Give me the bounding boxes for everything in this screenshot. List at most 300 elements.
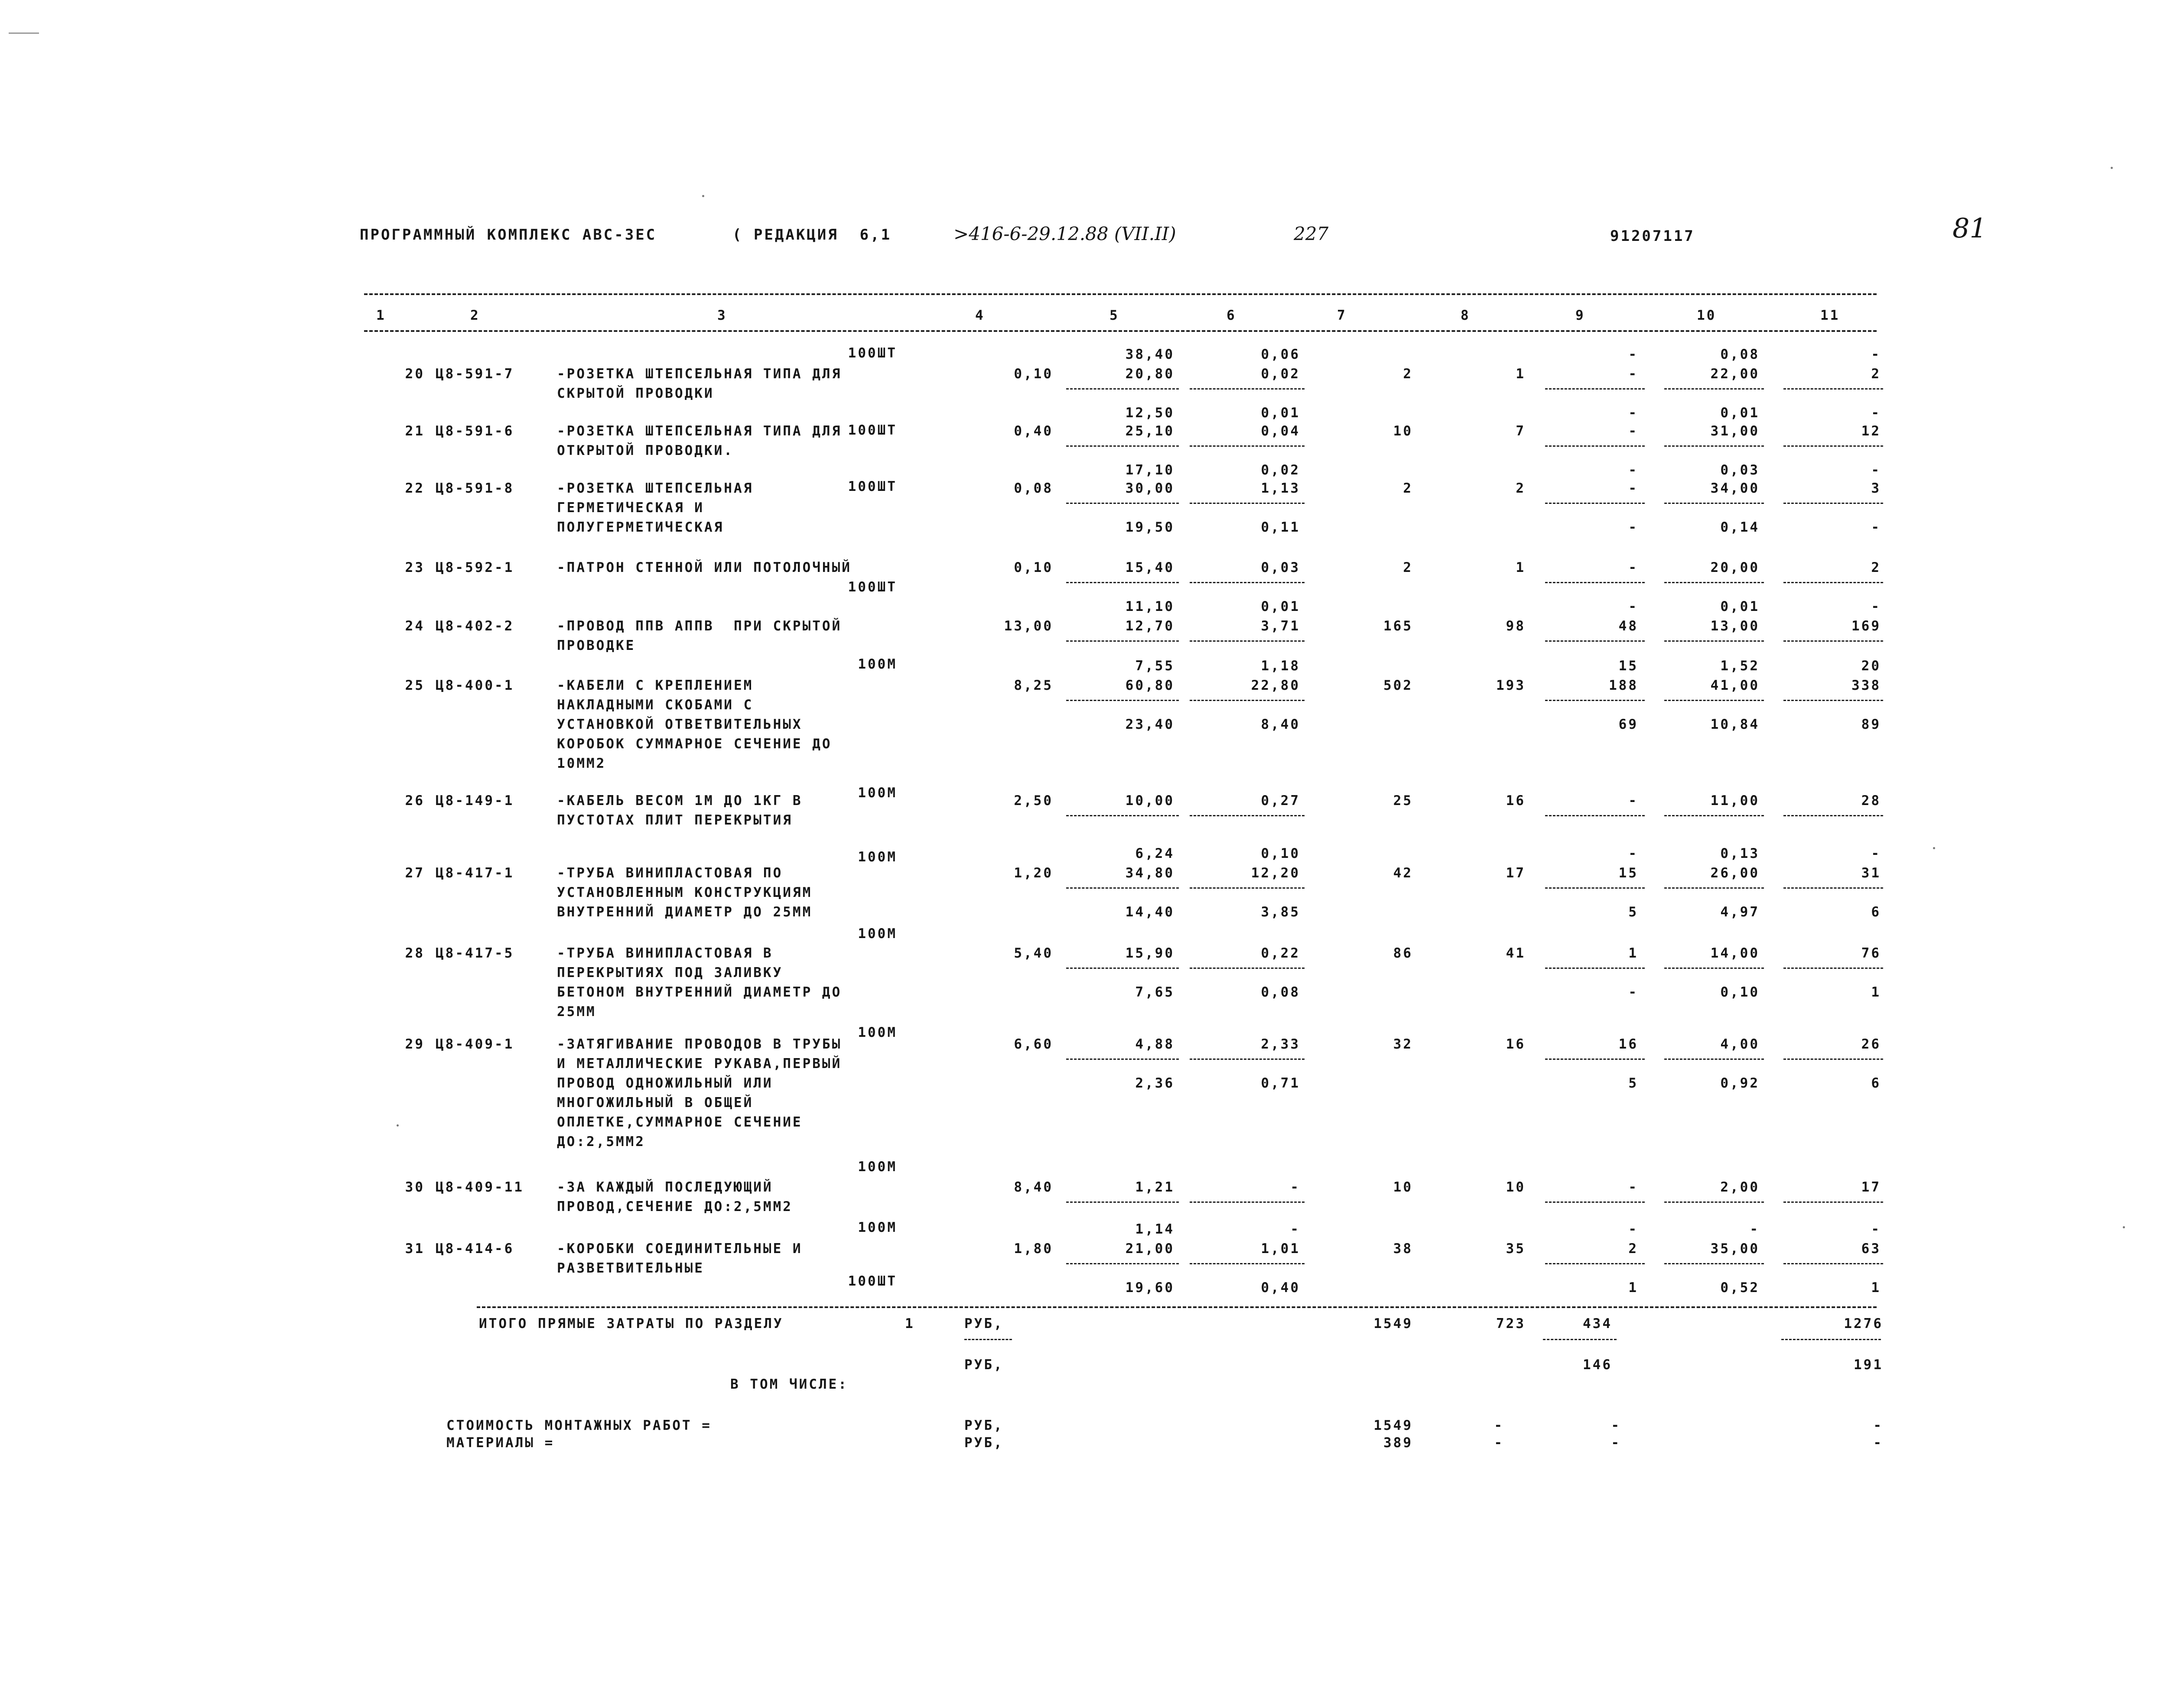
value-bottom-c9: 5 [1628,1075,1638,1091]
value-c8: 7 [1516,423,1526,439]
value-c11: 31 [1861,865,1881,881]
value-bottom-c11: 89 [1861,717,1881,732]
value-c9: - [1628,423,1638,439]
work-description: -ТРУБА ВИНИПЛАСТОВАЯ ПО [557,865,783,881]
column-header-9: 9 [1575,308,1585,323]
cell-rule-c6 [1190,968,1305,969]
value-bottom-c9: - [1628,462,1638,478]
value-top-c6: 1,18 [1261,658,1300,674]
value-bottom-c11: 1 [1871,984,1881,1000]
norm-code: Ц8-414-6 [436,1241,514,1257]
value-bottom-c10: 0,01 [1720,405,1760,421]
value-top-c11: - [1871,1221,1881,1237]
value-top-c6: 0,06 [1261,347,1300,362]
cell-rule-c6 [1190,1201,1305,1203]
value-top-c6: 0,10 [1261,846,1300,861]
cell-rule-c10 [1664,815,1764,816]
row-number: 28 [405,945,425,961]
cell-rule-c9 [1545,445,1645,447]
value-top-c11: - [1871,599,1881,614]
value-c8: 10 [1506,1179,1526,1195]
cell-rule-c6 [1190,503,1305,504]
value-c7: 38 [1393,1241,1413,1257]
cell-rule-c5 [1066,815,1179,816]
unit-label: 100ШТ [848,579,897,595]
installation-cost-label: СТОИМОСТЬ МОНТАЖНЫХ РАБОТ = [446,1418,712,1433]
cell-rule-c11 [1783,815,1883,816]
cell-rule-c5 [1066,700,1179,701]
row-number: 20 [405,366,425,382]
value-bottom-c11: 6 [1871,1075,1881,1091]
installation-cost-col8: - [1494,1418,1504,1433]
value-c9: 48 [1618,618,1638,634]
work-description: ПРОВОД ОДНОЖИЛЬНЫЙ ИЛИ [557,1075,773,1091]
value-bottom-c10: 0,92 [1720,1075,1760,1091]
value-top-c5: 7,55 [1135,658,1175,674]
cell-rule-c10 [1664,887,1764,889]
cell-rule-c6 [1190,582,1305,583]
work-description: НАКЛАДНЫМИ СКОБАМИ С [557,697,754,713]
cell-rule-c9 [1545,1059,1645,1060]
norm-code: Ц8-417-1 [436,865,514,881]
value-c8: 193 [1496,678,1526,693]
scan-speck [397,1124,399,1127]
value-c7: 32 [1393,1036,1413,1052]
value-c6: 0,27 [1261,793,1300,809]
cell-rule-c5 [1066,640,1179,642]
value-bottom-c10: 0,52 [1720,1280,1760,1296]
cell-rule-c6 [1190,1059,1305,1060]
installation-cost-col7: 1549 [1373,1418,1413,1433]
value-c5: 25,10 [1125,423,1175,439]
cell-rule-c11 [1783,445,1883,447]
cell-rule-c11 [1783,388,1883,390]
cell-rule-c9 [1545,388,1645,390]
value-bottom-c6: 0,01 [1261,405,1300,421]
totals-currency-2: РУБ, [964,1357,1004,1373]
work-description: И МЕТАЛЛИЧЕСКИЕ РУКАВА,ПЕРВЫЙ [557,1056,842,1072]
value-c5: 34,80 [1125,865,1175,881]
value-c5: 20,80 [1125,366,1175,382]
value-c11: 338 [1851,678,1881,693]
value-bottom-c6: 0,71 [1261,1075,1300,1091]
document-code: 91207117 [1610,227,1695,245]
installation-cost-col9: - [1611,1418,1621,1433]
value-c11: 26 [1861,1036,1881,1052]
totals-col9-underline [1543,1339,1617,1340]
value-c11: 2 [1871,366,1881,382]
value-top-c5: 6,24 [1135,846,1175,861]
value-bottom-c6: 3,85 [1261,904,1300,920]
value-c6: 0,22 [1261,945,1300,961]
value-bottom-c6: 0,11 [1261,520,1300,535]
value-bottom-c9: 5 [1628,904,1638,920]
work-description: 25ММ [557,1004,596,1020]
value-bottom-c5: 19,60 [1125,1280,1175,1296]
row-number: 25 [405,678,425,693]
value-c6: 1,13 [1261,481,1300,496]
value-bottom-c6: 0,40 [1261,1280,1300,1296]
installation-cost-col11: - [1873,1418,1883,1433]
work-description: -РОЗЕТКА ШТЕПСЕЛЬНАЯ [557,481,754,496]
value-c6: 2,33 [1261,1036,1300,1052]
value-c5: 12,70 [1125,618,1175,634]
cell-rule-c11 [1783,1059,1883,1060]
cell-rule-c10 [1664,582,1764,583]
totals-col11-underline [1781,1339,1881,1340]
cell-rule-c9 [1545,1263,1645,1264]
quantity: 6,60 [1014,1036,1053,1052]
cell-rule-c5 [1066,388,1179,390]
totals-col11: 1276 [1844,1316,1883,1331]
value-c7: 2 [1403,366,1413,382]
quantity: 1,20 [1014,865,1053,881]
value-c7: 2 [1403,481,1413,496]
value-c5: 15,40 [1125,560,1175,575]
totals-col11-2: 191 [1854,1357,1883,1373]
value-c7: 165 [1383,618,1413,634]
value-top-c10: 0,01 [1720,599,1760,614]
value-c5: 60,80 [1125,678,1175,693]
scan-speck [2123,1226,2125,1228]
value-top-c9: - [1628,1221,1638,1237]
cell-rule-c10 [1664,503,1764,504]
value-c8: 1 [1516,366,1526,382]
work-description: -ЗАТЯГИВАНИЕ ПРОВОДОВ В ТРУБЫ [557,1036,842,1052]
quantity: 2,50 [1014,793,1053,809]
value-c6: 22,80 [1251,678,1300,693]
value-c9: 15 [1618,865,1638,881]
sheet-number: 227 [1294,223,1329,244]
value-c9: 1 [1628,945,1638,961]
norm-code: Ц8-402-2 [436,618,514,634]
value-c10: 31,00 [1710,423,1760,439]
row-number: 29 [405,1036,425,1052]
value-bottom-c10: 4,97 [1720,904,1760,920]
cell-rule-c10 [1664,700,1764,701]
value-c6: 0,04 [1261,423,1300,439]
value-top-c11: - [1871,846,1881,861]
value-c7: 86 [1393,945,1413,961]
cell-rule-c9 [1545,887,1645,889]
cell-rule-c5 [1066,1059,1179,1060]
work-description: РАЗВЕТВИТЕЛЬНЫЕ [557,1260,704,1276]
cell-rule-c10 [1664,968,1764,969]
totals-section: 1 [905,1316,915,1331]
row-number: 21 [405,423,425,439]
value-bottom-c11: - [1871,405,1881,421]
cell-rule-c10 [1664,1059,1764,1060]
quantity: 1,80 [1014,1241,1053,1257]
installation-cost-currency: РУБ, [964,1418,1004,1433]
value-c11: 169 [1851,618,1881,634]
totals-currency: РУБ, [964,1316,1004,1331]
value-bottom-c5: 23,40 [1125,717,1175,732]
unit-label: 100М [858,1220,897,1235]
value-c11: 28 [1861,793,1881,809]
work-description: ГЕРМЕТИЧЕСКАЯ И [557,500,704,516]
value-c6: 1,01 [1261,1241,1300,1257]
value-bottom-c10: 0,10 [1720,984,1760,1000]
value-c8: 16 [1506,1036,1526,1052]
value-bottom-c10: 10,84 [1710,717,1760,732]
work-description: -ТРУБА ВИНИПЛАСТОВАЯ В [557,945,773,961]
value-top-c9: 15 [1618,658,1638,674]
work-description: ВНУТРЕННИЙ ДИАМЕТР ДО 25ММ [557,904,813,920]
including-label: В ТОМ ЧИСЛЕ: [730,1377,848,1392]
norm-code: Ц8-400-1 [436,678,514,693]
currency-underline [964,1339,1012,1340]
value-c11: 2 [1871,560,1881,575]
value-top-c9: - [1628,846,1638,861]
norm-code: Ц8-409-11 [436,1179,524,1195]
value-bottom-c5: 17,10 [1125,462,1175,478]
work-description: 10ММ2 [557,756,606,771]
value-bottom-c10: 0,03 [1720,462,1760,478]
value-c5: 30,00 [1125,481,1175,496]
value-c11: 76 [1861,945,1881,961]
scan-speck [702,195,704,197]
cell-rule-c10 [1664,445,1764,447]
work-description: СКРЫТОЙ ПРОВОДКИ [557,386,714,401]
value-c11: 17 [1861,1179,1881,1195]
work-description: -ПРОВОД ППВ АППВ ПРИ СКРЫТОЙ [557,618,842,634]
cell-rule-c9 [1545,1201,1645,1203]
row-number: 24 [405,618,425,634]
table-top-rule [364,293,1877,295]
totals-label: ИТОГО ПРЯМЫЕ ЗАТРАТЫ ПО РАЗДЕЛУ [479,1316,784,1331]
unit-label: 100ШТ [848,345,897,361]
value-bottom-c9: 1 [1628,1280,1638,1296]
cell-rule-c9 [1545,968,1645,969]
totals-col9-2: 146 [1583,1357,1612,1373]
cell-rule-c11 [1783,700,1883,701]
value-top-c9: - [1628,599,1638,614]
value-c5: 15,90 [1125,945,1175,961]
value-bottom-c6: 8,40 [1261,717,1300,732]
cell-rule-c11 [1783,582,1883,583]
cell-rule-c11 [1783,640,1883,642]
work-description: КОРОБОК СУММАРНОЕ СЕЧЕНИЕ ДО [557,736,832,752]
value-bottom-c5: 7,65 [1135,984,1175,1000]
value-top-c6: 0,01 [1261,599,1300,614]
work-description: ПОЛУГЕРМЕТИЧЕСКАЯ [557,520,724,535]
value-bottom-c11: 6 [1871,904,1881,920]
materials-col8: - [1494,1435,1504,1451]
work-description: -КОРОБКИ СОЕДИНИТЕЛЬНЫЕ И [557,1241,803,1257]
header-bottom-rule [364,330,1877,332]
cell-rule-c5 [1066,582,1179,583]
value-top-c5: 1,14 [1135,1221,1175,1237]
row-number: 23 [405,560,425,575]
value-c10: 4,00 [1720,1036,1760,1052]
cell-rule-c5 [1066,1263,1179,1264]
value-c10: 34,00 [1710,481,1760,496]
work-description: -ЗА КАЖДЫЙ ПОСЛЕДУЮЩИЙ [557,1179,773,1195]
unit-label: 100ШТ [848,422,897,438]
unit-label: 100ШТ [848,479,897,494]
cell-rule-c9 [1545,700,1645,701]
norm-code: Ц8-417-5 [436,945,514,961]
value-c5: 10,00 [1125,793,1175,809]
value-c9: - [1628,366,1638,382]
quantity: 0,10 [1014,366,1053,382]
unit-label: 100ШТ [848,1273,897,1289]
value-c9: - [1628,481,1638,496]
value-c7: 502 [1383,678,1413,693]
quantity: 0,40 [1014,423,1053,439]
value-c10: 41,00 [1710,678,1760,693]
value-bottom-c5: 2,36 [1135,1075,1175,1091]
value-c7: 2 [1403,560,1413,575]
column-header-6: 6 [1227,308,1236,323]
totals-col9: 434 [1583,1316,1612,1331]
scan-speck [2111,167,2113,169]
work-description: БЕТОНОМ ВНУТРЕННИЙ ДИАМЕТР ДО [557,984,842,1000]
value-c10: 2,00 [1720,1179,1760,1195]
materials-col11: - [1873,1435,1883,1451]
value-c8: 17 [1506,865,1526,881]
value-c9: 2 [1628,1241,1638,1257]
cell-rule-c5 [1066,968,1179,969]
value-c6: 0,03 [1261,560,1300,575]
work-description: УСТАНОВКОЙ ОТВЕТВИТЕЛЬНЫХ [557,717,803,732]
table-bottom-rule [477,1306,1877,1308]
value-top-c10: 1,52 [1720,658,1760,674]
row-number: 30 [405,1179,425,1195]
cell-rule-c5 [1066,1201,1179,1203]
column-header-2: 2 [470,308,480,323]
cell-rule-c10 [1664,1201,1764,1203]
cell-rule-c9 [1545,815,1645,816]
value-c6: 12,20 [1251,865,1300,881]
page-number: 81 [1952,212,1987,244]
column-header-11: 11 [1820,308,1840,323]
value-top-c11: 20 [1861,658,1881,674]
value-c11: 12 [1861,423,1881,439]
value-c8: 35 [1506,1241,1526,1257]
totals-col8: 723 [1496,1316,1526,1331]
value-bottom-c9: - [1628,405,1638,421]
value-c10: 35,00 [1710,1241,1760,1257]
cell-rule-c11 [1783,503,1883,504]
cell-rule-c11 [1783,887,1883,889]
value-bottom-c5: 14,40 [1125,904,1175,920]
cell-rule-c6 [1190,887,1305,889]
quantity: 13,00 [1004,618,1053,634]
norm-code: Ц8-591-7 [436,366,514,382]
cell-rule-c10 [1664,388,1764,390]
value-c8: 1 [1516,560,1526,575]
cell-rule-c10 [1664,1263,1764,1264]
value-top-c5: 11,10 [1125,599,1175,614]
value-bottom-c9: 69 [1618,717,1638,732]
materials-col9: - [1611,1435,1621,1451]
value-bottom-c11: - [1871,462,1881,478]
norm-code: Ц8-591-8 [436,481,514,496]
work-description: -РОЗЕТКА ШТЕПСЕЛЬНАЯ ТИПА ДЛЯ [557,423,842,439]
value-c8: 16 [1506,793,1526,809]
row-number: 22 [405,481,425,496]
norm-code: Ц8-149-1 [436,793,514,809]
cell-rule-c5 [1066,887,1179,889]
quantity: 0,10 [1014,560,1053,575]
unit-label: 100М [858,849,897,865]
value-c10: 26,00 [1710,865,1760,881]
quantity: 5,40 [1014,945,1053,961]
value-c10: 13,00 [1710,618,1760,634]
value-c7: 10 [1393,1179,1413,1195]
norm-code: Ц8-592-1 [436,560,514,575]
work-description: УСТАНОВЛЕННЫМ КОНСТРУКЦИЯМ [557,885,813,900]
value-bottom-c11: - [1871,520,1881,535]
value-c6: - [1290,1179,1300,1195]
value-top-c5: 38,40 [1125,347,1175,362]
work-description: ДО:2,5ММ2 [557,1134,645,1149]
quantity: 8,40 [1014,1179,1053,1195]
value-c5: 21,00 [1125,1241,1175,1257]
value-c8: 98 [1506,618,1526,634]
cell-rule-c6 [1190,388,1305,390]
cell-rule-c6 [1190,1263,1305,1264]
work-description: -ПАТРОН СТЕННОЙ ИЛИ ПОТОЛОЧНЫЙ [557,560,852,575]
cell-rule-c11 [1783,968,1883,969]
materials-currency: РУБ, [964,1435,1004,1451]
value-bottom-c5: 12,50 [1125,405,1175,421]
value-bottom-c9: - [1628,520,1638,535]
complex-title: ПРОГРАММНЫЙ КОМПЛЕКС АВС-ЗЕС [360,226,657,244]
norm-code: Ц8-409-1 [436,1036,514,1052]
value-c6: 0,02 [1261,366,1300,382]
edition-label: ( РЕДАКЦИЯ 6,1 [732,226,902,244]
unit-label: 100М [858,1025,897,1040]
row-number: 26 [405,793,425,809]
value-bottom-c5: 19,50 [1125,520,1175,535]
value-bottom-c9: - [1628,984,1638,1000]
work-description: ОПЛЕТКЕ,СУММАРНОЕ СЕЧЕНИЕ [557,1114,803,1130]
value-c7: 10 [1393,423,1413,439]
norm-code: Ц8-591-6 [436,423,514,439]
cell-rule-c11 [1783,1263,1883,1264]
value-top-c10: 0,13 [1720,846,1760,861]
value-c7: 42 [1393,865,1413,881]
value-c10: 14,00 [1710,945,1760,961]
value-c8: 41 [1506,945,1526,961]
value-c5: 4,88 [1135,1036,1175,1052]
cell-rule-c9 [1545,582,1645,583]
scan-speck [1933,847,1935,849]
row-number: 27 [405,865,425,881]
work-description: ПРОВОДКЕ [557,638,636,653]
value-c6: 3,71 [1261,618,1300,634]
value-c8: 2 [1516,481,1526,496]
value-c10: 22,00 [1710,366,1760,382]
cell-rule-c9 [1545,640,1645,642]
column-header-4: 4 [975,308,985,323]
column-header-7: 7 [1337,308,1347,323]
work-description: МНОГОЖИЛЬНЫЙ В ОБЩЕЙ [557,1095,754,1111]
work-description: ПЕРЕКРЫТИЯХ ПОД ЗАЛИВКУ [557,965,783,981]
value-top-c9: - [1628,347,1638,362]
work-description: ОТКРЫТОЙ ПРОВОДКИ. [557,443,734,458]
unit-label: 100М [858,1159,897,1175]
unit-label: 100М [858,926,897,942]
work-description: ПРОВОД,СЕЧЕНИЕ ДО:2,5ММ2 [557,1199,793,1214]
materials-col7: 389 [1383,1435,1413,1451]
value-top-c10: 0,08 [1720,347,1760,362]
quantity: 8,25 [1014,678,1053,693]
value-bottom-c6: 0,08 [1261,984,1300,1000]
